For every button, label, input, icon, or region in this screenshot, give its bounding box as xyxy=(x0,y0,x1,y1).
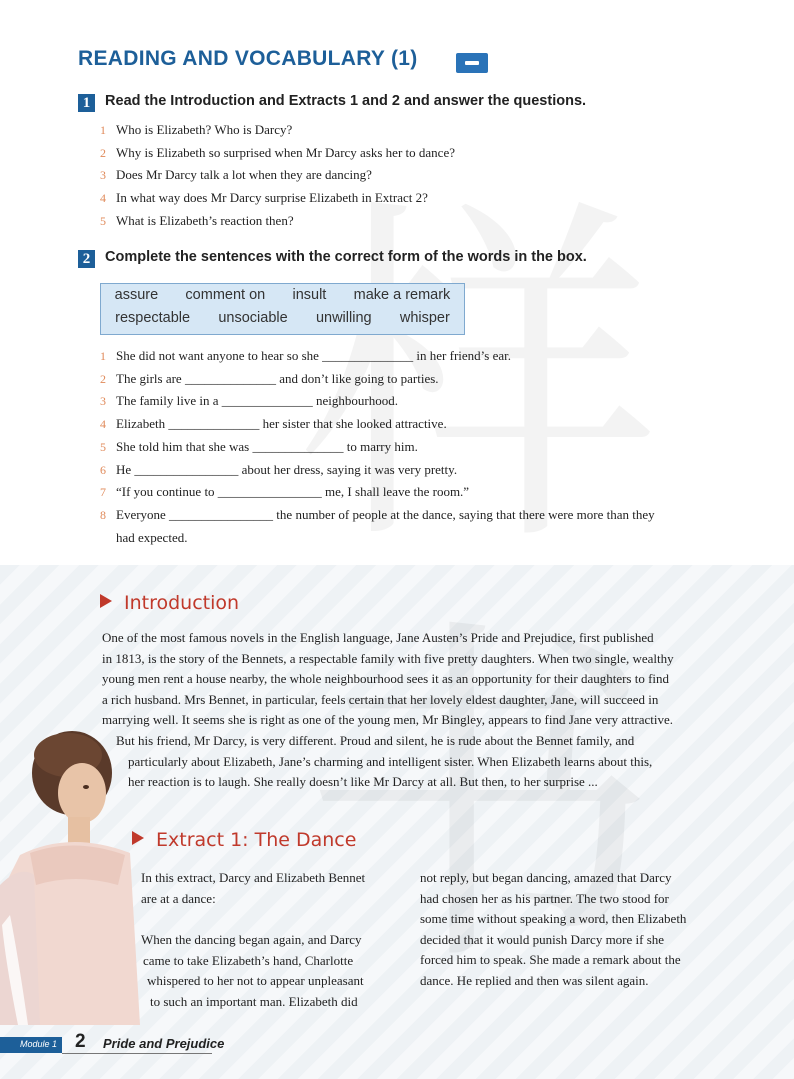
sentence-text: “If you continue to ________________ me, I shall leave the room.” xyxy=(116,484,470,500)
sentence-item xyxy=(100,413,655,436)
text-line: had chosen her as his partner. The two stood for xyxy=(420,890,669,906)
sentence-text: The family live in a ______________ neighbourhood. xyxy=(116,393,398,409)
word-box-item: make a remark xyxy=(353,287,451,303)
question-text: Who is Elizabeth? Who is Darcy? xyxy=(116,122,293,137)
question-item xyxy=(100,164,455,187)
sentence-number: 6 xyxy=(100,462,106,477)
exercise-1-heading xyxy=(78,93,586,112)
question-item xyxy=(100,210,455,233)
text-line: her reaction is to laugh. She really doesn’t like Mr Darcy at all. But then, to her surprise ... xyxy=(128,774,598,790)
exercise-number-badge: 2 xyxy=(78,250,95,268)
question-number: 2 xyxy=(100,145,106,160)
sentence-item xyxy=(100,436,655,459)
question-text: Why is Elizabeth so surprised when Mr Darcy asks her to dance? xyxy=(116,144,455,160)
question-list xyxy=(100,119,455,233)
footer-module-label: Module 1 xyxy=(20,1039,58,1049)
sentence-text: She did not want anyone to hear so she ______________ in her friend’s ear. xyxy=(116,348,511,363)
exercise-1-instruction: Read the Introduction and Extracts 1 and 2 and answer the questions. xyxy=(105,93,587,109)
sentence-number: 3 xyxy=(100,394,106,409)
text-line: young men rent a house nearby, the whole neighbourhood sees it as an opportunity for their daughters to find xyxy=(102,671,670,687)
sentence-item xyxy=(100,345,655,368)
introduction-text xyxy=(102,628,728,793)
introduction-heading xyxy=(100,592,239,614)
sentence-number: 4 xyxy=(100,417,106,432)
text-line: forced him to speak. She made a remark about the xyxy=(420,952,681,968)
text-line: a rich husband. Mrs Bennet, in particular, feels certain that her lovely eldest daughter, Jane, will succeed in xyxy=(102,691,659,707)
sentence-text: She told him that she was ______________ to marry him. xyxy=(116,438,418,454)
triangle-bullet-icon xyxy=(100,594,112,608)
sentence-text: had expected. xyxy=(116,529,188,545)
sentence-item xyxy=(100,368,655,391)
sentence-text: Elizabeth ______________ her sister that she looked attractive. xyxy=(116,416,447,432)
section-heading: READING AND VOCABULARY (1) xyxy=(78,47,418,70)
sentence-number: 5 xyxy=(100,439,106,454)
text-line: whispered to her not to appear unpleasant xyxy=(147,973,364,989)
question-number: 4 xyxy=(100,191,106,206)
sentence-number: 8 xyxy=(100,507,106,522)
extract-1-right-column xyxy=(420,868,730,992)
text-line: not reply, but began dancing, amazed that Darcy xyxy=(420,870,672,885)
triangle-bullet-icon xyxy=(132,831,144,845)
sentence-text: Everyone ________________ the number of people at the dance, saying that there were more than they xyxy=(116,506,655,522)
sentence-number: 2 xyxy=(100,371,106,386)
question-text: What is Elizabeth’s reaction then? xyxy=(116,212,294,228)
text-line: But his friend, Mr Darcy, is very different. Proud and silent, he is rude about the Bennet family, and xyxy=(116,732,635,748)
exercise-number-badge: 1 xyxy=(78,94,95,112)
question-item xyxy=(100,142,455,165)
sentence-continuation xyxy=(100,527,655,549)
sentence-item xyxy=(100,481,655,504)
extract-1-left-column xyxy=(141,868,401,1013)
question-number: 1 xyxy=(100,123,106,137)
question-number: 5 xyxy=(100,213,106,228)
text-line: decided that it would punish Darcy more if she xyxy=(420,931,665,947)
question-text: In what way does Mr Darcy surprise Elizabeth in Extract 2? xyxy=(116,190,428,206)
text-line: When the dancing began again, and Darcy xyxy=(141,932,362,948)
woman-illustration xyxy=(0,725,140,1025)
introduction-title: Introduction xyxy=(124,592,240,614)
text-line: In this extract, Darcy and Elizabeth Bennet xyxy=(141,870,366,885)
word-box-item: whisper xyxy=(399,310,450,326)
question-text: Does Mr Darcy talk a lot when they are dancing? xyxy=(116,167,372,183)
question-number: 3 xyxy=(100,168,106,183)
word-box xyxy=(100,283,465,335)
text-line: to such an important man. Elizabeth did xyxy=(150,993,358,1009)
sentence-text: He ________________ about her dress, saying it was very pretty. xyxy=(116,461,458,477)
sentence-item xyxy=(100,504,655,527)
word-box-item: insult xyxy=(292,287,327,303)
word-box-item: assure xyxy=(114,287,159,303)
text-line: are at a dance: xyxy=(141,890,216,906)
word-box-row xyxy=(101,287,464,303)
sentence-item xyxy=(100,459,655,482)
cd-icon xyxy=(456,53,488,73)
extract-1-heading xyxy=(132,829,356,851)
word-box-row xyxy=(101,310,464,326)
extract-1-title: Extract 1: The Dance xyxy=(156,829,357,851)
footer-book-title: Pride and Prejudice xyxy=(103,1036,225,1051)
sentence-item xyxy=(100,390,655,413)
exercise-2-instruction: Complete the sentences with the correct form of the words in the box. xyxy=(105,249,587,265)
text-line: One of the most famous novels in the English language, Jane Austen’s Pride and Prejudice, first published xyxy=(102,630,654,645)
text-line: in 1813, is the story of the Bennets, a respectable family with five pretty daughters. When two single, wealthy xyxy=(102,650,674,666)
page-number: 2 xyxy=(75,1031,86,1052)
text-line: marrying well. It seems she is right as one of the young men, Mr Bingley, appears to find Jane very attractive. xyxy=(102,712,674,728)
text-line: came to take Elizabeth’s hand, Charlotte xyxy=(143,952,354,968)
footer-divider xyxy=(62,1053,212,1054)
sentence-number: 7 xyxy=(100,485,106,500)
word-box-item: respectable xyxy=(115,310,191,326)
text-line: particularly about Elizabeth, Jane’s charming and intelligent sister. When Elizabeth learns about this, xyxy=(128,753,653,769)
text-line: dance. He replied and then was silent again. xyxy=(420,972,649,988)
sentence-list xyxy=(100,345,655,548)
word-box-item: unwilling xyxy=(315,310,372,326)
question-item xyxy=(100,119,455,142)
exercise-2-heading xyxy=(78,249,587,268)
sentence-number: 1 xyxy=(100,349,106,363)
text-line: some time without speaking a word, then Elizabeth xyxy=(420,911,687,927)
sentence-text: The girls are ______________ and don’t like going to parties. xyxy=(116,370,439,386)
question-item xyxy=(100,187,455,210)
word-box-item: unsociable xyxy=(218,310,288,326)
word-box-item: comment on xyxy=(185,287,266,303)
